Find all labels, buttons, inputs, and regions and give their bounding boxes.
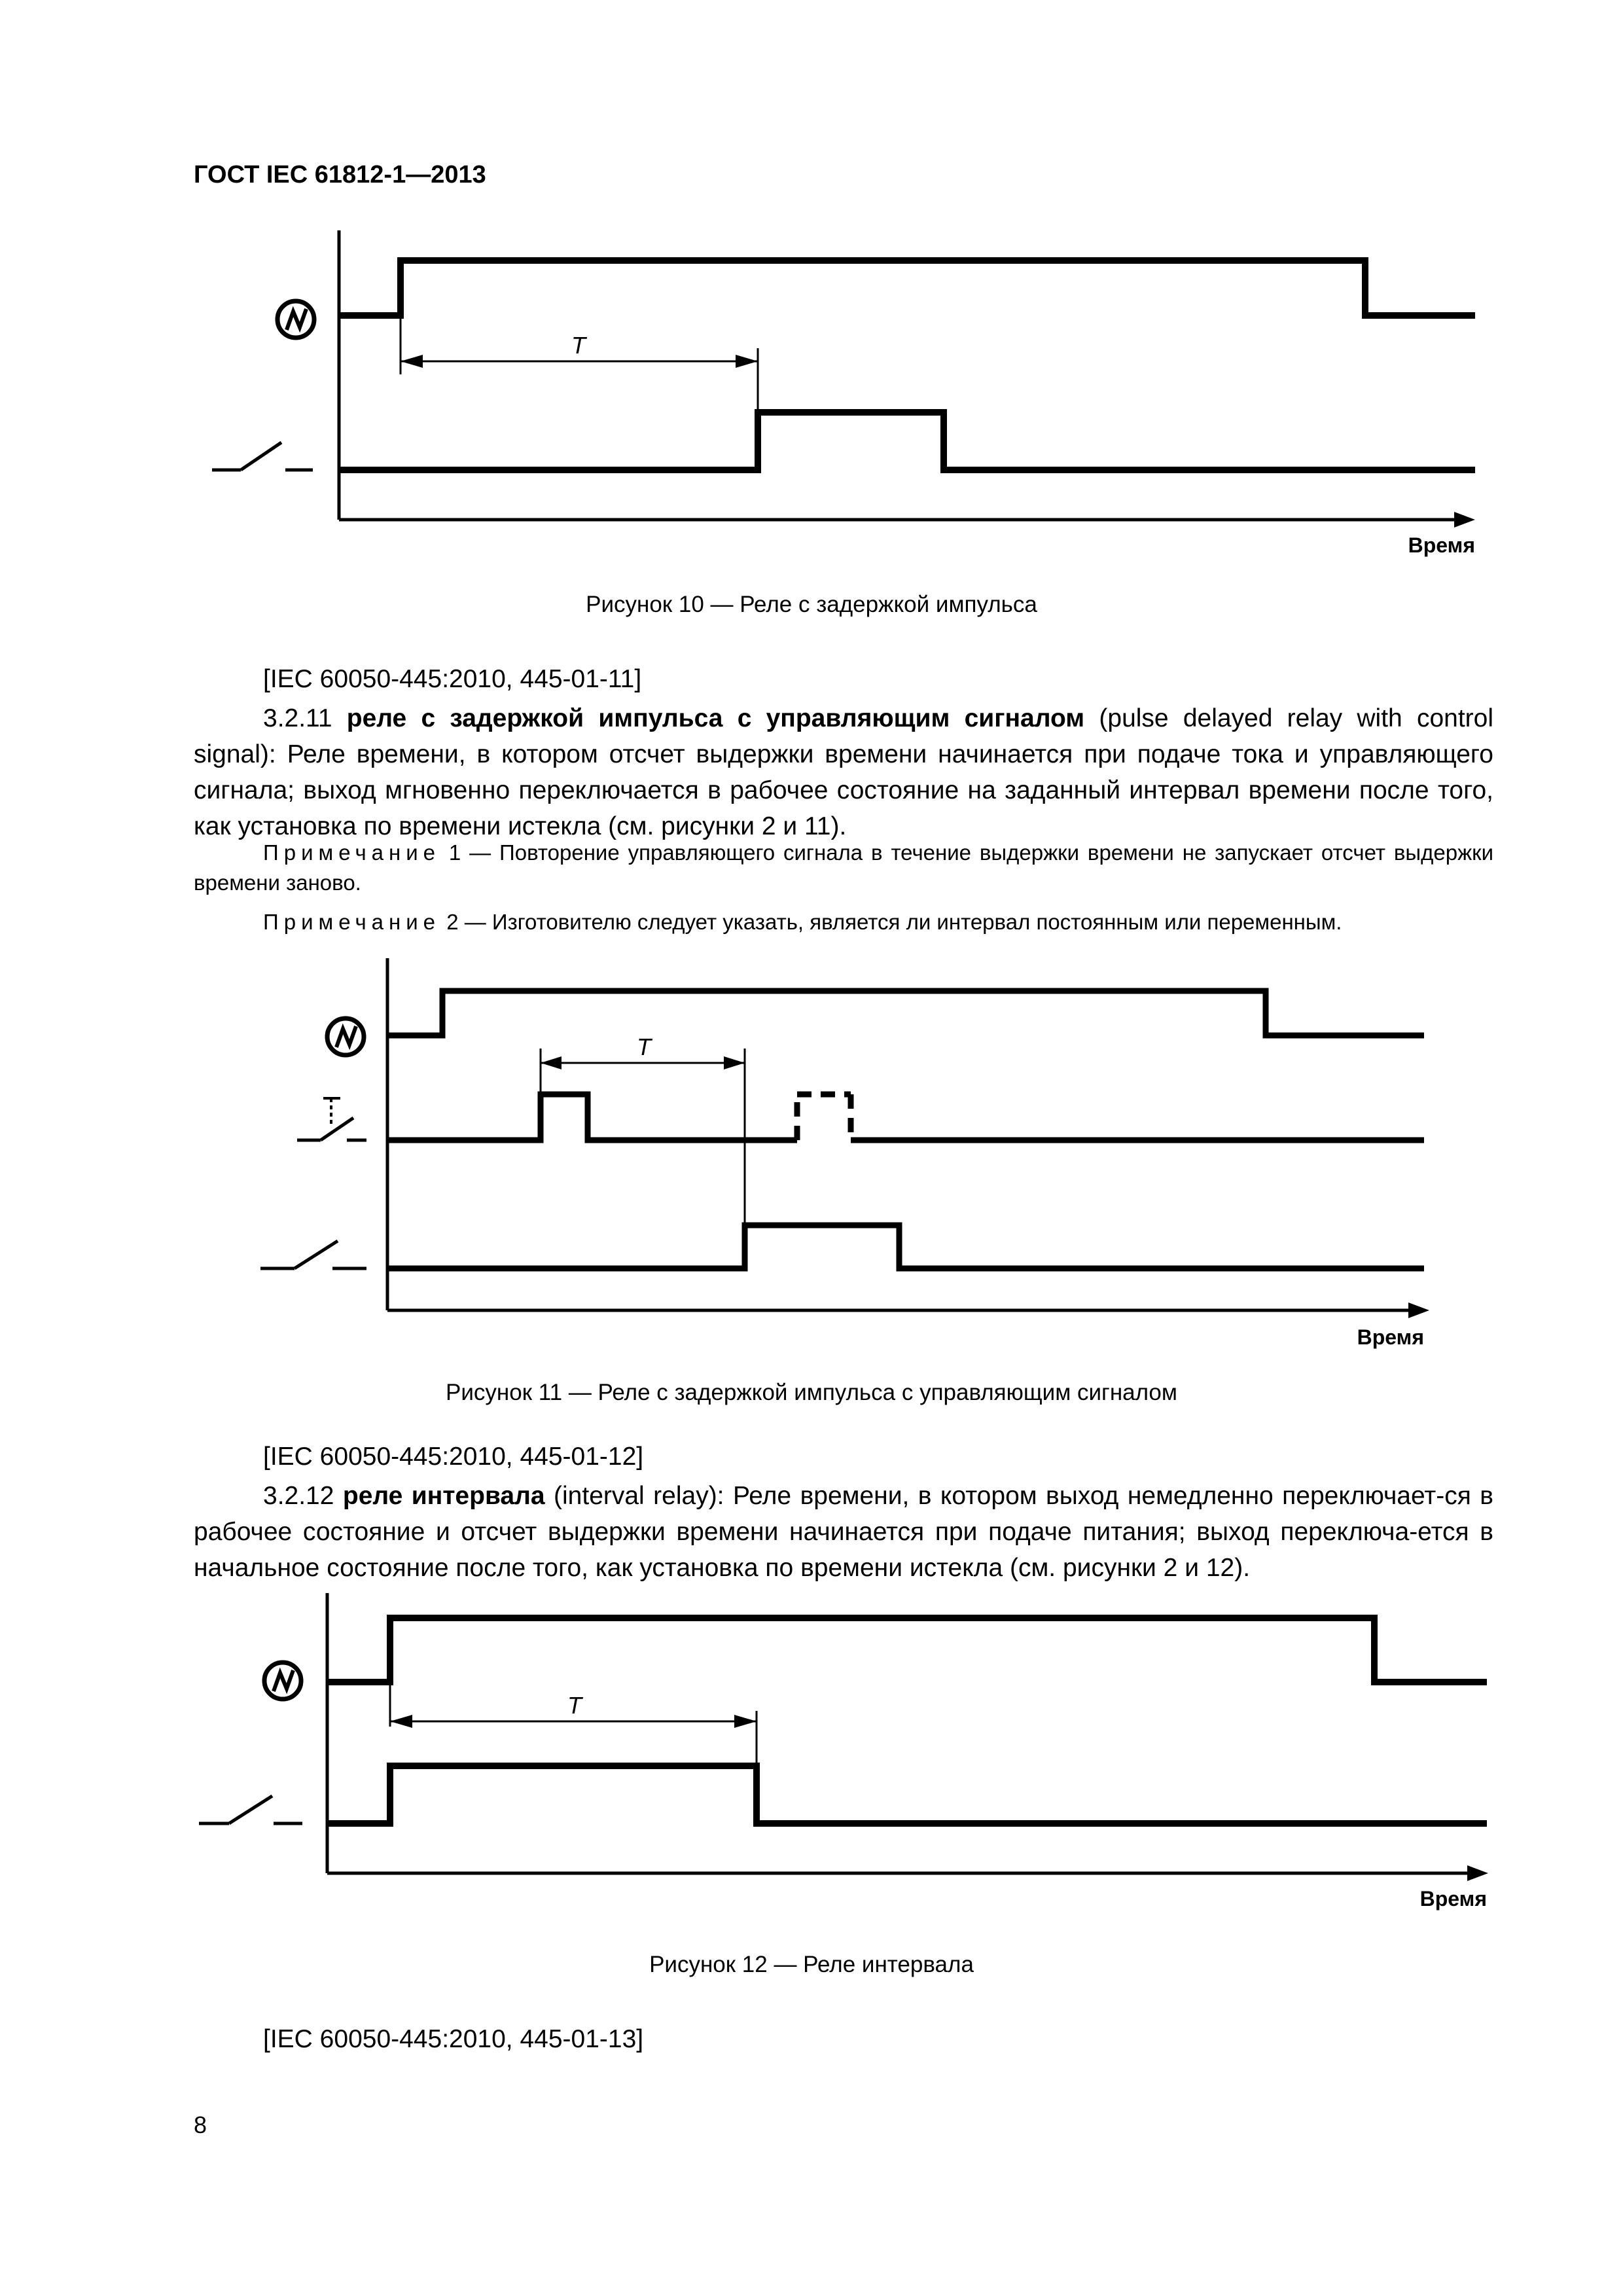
note-1-text: — Повторение управляющего сигнала в течение выдержки времени не запускает отсчет выдержки времени заново. <box>194 840 1494 895</box>
section-3-2-12-number: 3.2.12 <box>263 1482 334 1510</box>
note-1 <box>194 838 1493 898</box>
note-1-label: Примечание <box>263 840 441 865</box>
section-3-2-12-english: (interval relay): <box>554 1482 724 1510</box>
reference-445-01-13: [IEC 60050-445:2010, 445-01-13] <box>263 2025 644 2053</box>
reference-445-01-11: [IEC 60050-445:2010, 445-01-11] <box>263 665 642 693</box>
note-2-label: Примечание <box>263 910 441 934</box>
reference-445-01-12: [IEC 60050-445:2010, 445-01-12] <box>263 1443 644 1471</box>
document-header: ГОСТ IEC 61812-1—2013 <box>194 161 486 188</box>
figure-12-diagram <box>0 1588 1623 1954</box>
section-3-2-12 <box>194 1478 1493 1586</box>
figure-11-caption: Рисунок 11 — Реле с задержкой импульса с управляющим сигналом <box>446 1380 1177 1405</box>
section-3-2-11-term: реле с задержкой импульса с управляющим сигналом <box>346 704 1085 732</box>
note-2-text: — Изготовителю следует указать, является ли интервал постоянным или переменным. <box>464 910 1342 934</box>
figure-11-axis-label: Время <box>1357 1325 1424 1349</box>
section-3-2-12-term: реле интервала <box>342 1482 545 1510</box>
figure-11-diagram <box>0 950 1623 1356</box>
figure-10-t-label: T <box>571 332 586 359</box>
note-2 <box>194 907 1493 937</box>
figure-12-axis-label: Время <box>1419 1887 1487 1910</box>
figure-10-caption: Рисунок 10 — Реле с задержкой импульса <box>586 592 1037 617</box>
page-number: 8 <box>194 2111 207 2138</box>
section-3-2-11-english: (pulse delayed relay with control signal): <box>194 704 1494 768</box>
figure-12-caption: Рисунок 12 — Реле интервала <box>649 1952 974 1977</box>
section-3-2-11 <box>194 700 1493 844</box>
section-3-2-12-definition: Реле времени, в котором выход немедленно переключает-ся в рабочее состояние и отсчет выдержки времени начинается при подаче питания; выход переключа-ется в начальное состояние после того, как установка по времени истекла (см. рисунки 2 и 12). <box>194 1482 1494 1582</box>
section-3-2-11-definition: Реле времени, в котором отсчет выдержки времени начинается при подаче тока и управляющего сигнала; выход мгновенно переключается в рабочее состояние на заданный интервал времени после того, как установка по времени истекла (см. рисунки 2 и 11). <box>194 740 1493 840</box>
figure-11-t-label: T <box>637 1033 651 1060</box>
figure-10-axis-label: Время <box>1408 533 1475 557</box>
note-2-number: 2 <box>446 910 459 934</box>
note-1-number: 1 <box>448 840 461 865</box>
section-3-2-11-number: 3.2.11 <box>263 704 332 732</box>
figure-12-t-label: T <box>567 1692 582 1719</box>
